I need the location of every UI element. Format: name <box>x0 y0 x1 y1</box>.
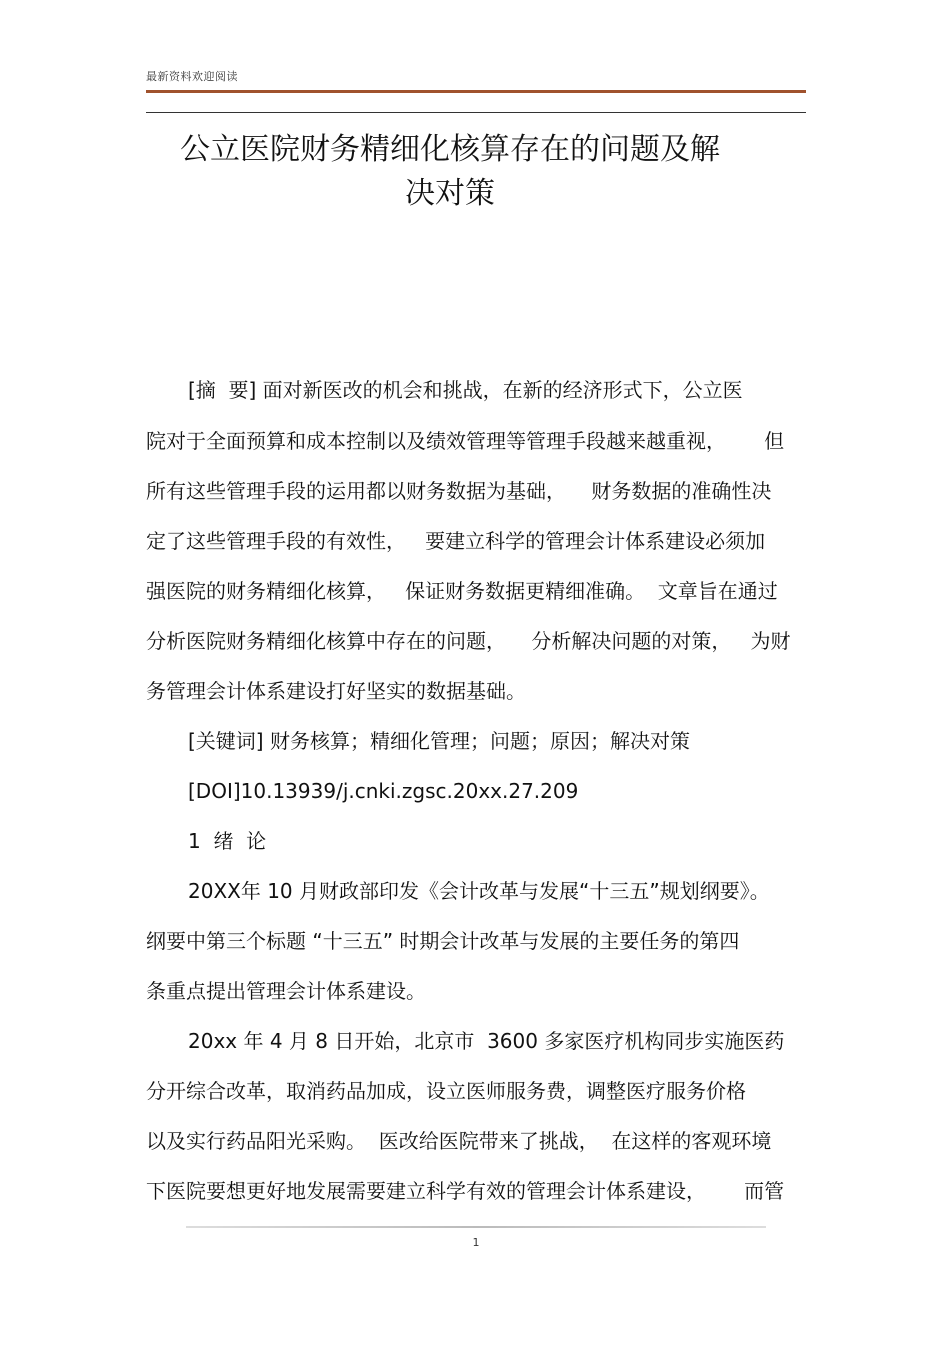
abstract-line: 强医院的财务精细化核算， 保证财务数据更精细准确。 文章旨在通过 <box>146 579 778 603</box>
abstract-line: 院对于全面预算和成本控制以及绩效管理等管理手段越来越重视， 但 <box>146 429 785 453</box>
header-rule-thin <box>146 112 806 113</box>
title-line-1: 公立医院财务精细化核算存在的问题及解 <box>180 132 720 167</box>
paragraph-line: 纲要中第三个标题 “十三五” 时期会计改革与发展的主要任务的第四 <box>146 929 740 953</box>
abstract-line: 分析医院财务精细化核算中存在的问题， 分析解决问题的对策， 为财 <box>146 629 791 653</box>
paragraph-line: 下医院要想更好地发展需要建立科学有效的管理会计体系建设， 而管 <box>146 1179 785 1203</box>
paragraph-line: 以及实行药品阳光采购。 医改给医院带来了挑战， 在这样的客观环境 <box>146 1129 772 1153</box>
keywords-line: [关键词] 财务核算；精细化管理；问题；原因；解决对策 <box>188 729 690 753</box>
abstract-line: 务管理会计体系建设打好坚实的数据基础。 <box>146 679 526 703</box>
abstract-line: 所有这些管理手段的运用都以财务数据为基础， 财务数据的准确性决 <box>146 479 772 503</box>
footer-rule <box>186 1226 766 1228</box>
abstract-line: [摘 要] 面对新医改的机会和挑战，在新的经济形式下，公立医 <box>188 378 743 402</box>
paragraph-line: 20xx 年 4 月 8 日开始，北京市 3600 多家医疗机构同步实施医药 <box>188 1029 785 1053</box>
abstract-line: 定了这些管理手段的有效性， 要建立科学的管理会计体系建设必须加 <box>146 529 766 553</box>
page-number: 1 <box>472 1236 480 1249</box>
doi-line: [DOI]10.13939/j.cnki.zgsc.20xx.27.209 <box>188 779 579 803</box>
section-heading: 1 绪 论 <box>188 829 267 853</box>
running-header: 最新资料欢迎阅读 <box>146 70 238 83</box>
document-title <box>100 128 800 216</box>
paragraph-line: 分开综合改革，取消药品加成，设立医师服务费，调整医疗服务价格 <box>146 1079 746 1103</box>
paragraph-line: 20XX年 10 月财政部印发《会计改革与发展“十三五”规划纲要》。 <box>188 879 770 903</box>
title-line-2: 决对策 <box>405 176 495 211</box>
header-rule-thick <box>146 90 806 93</box>
paragraph-line: 条重点提出管理会计体系建设。 <box>146 979 426 1003</box>
